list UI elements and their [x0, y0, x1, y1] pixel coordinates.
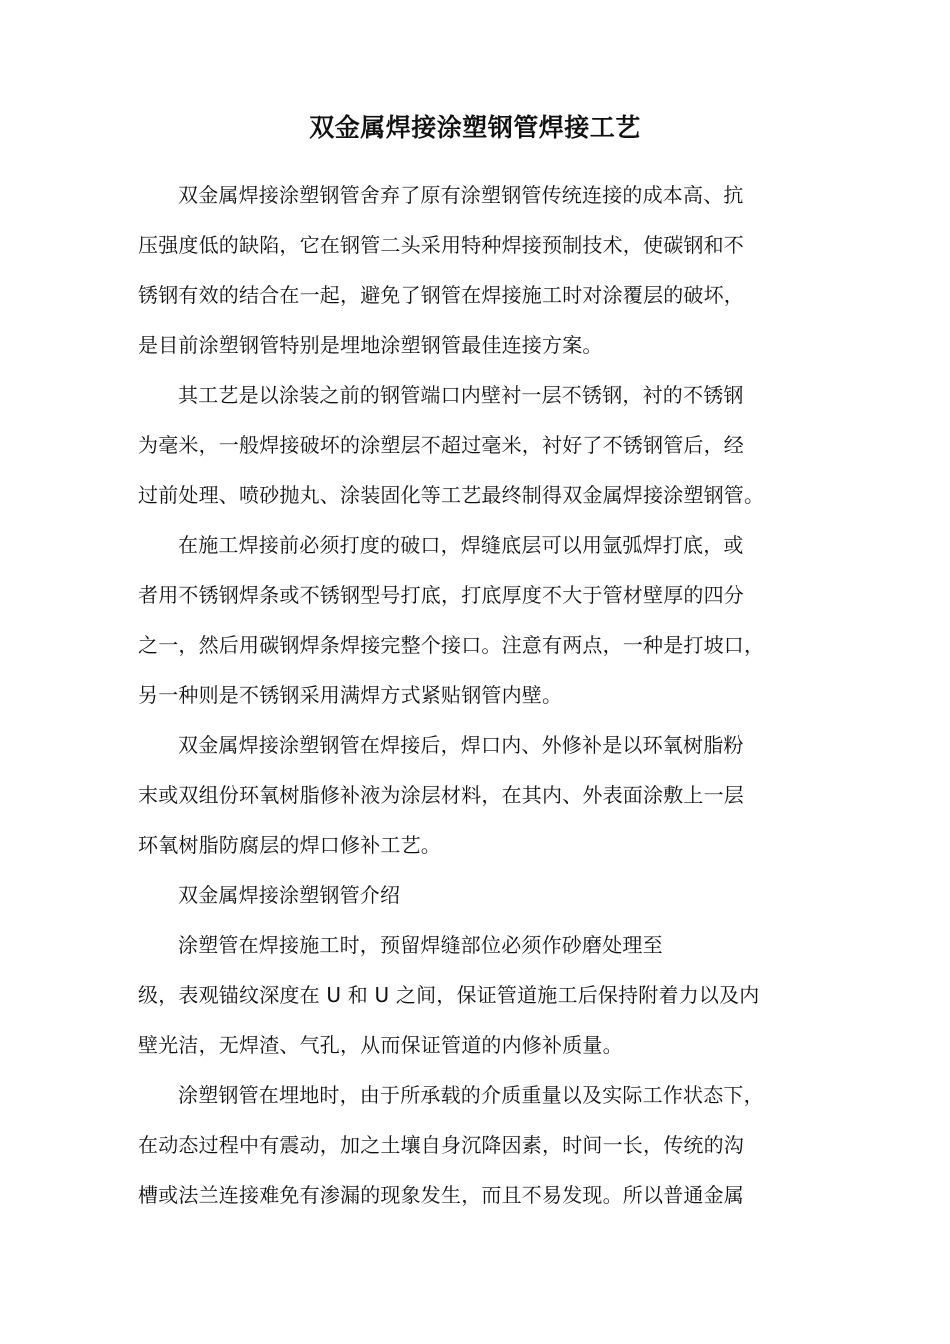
text-line: 环氧树脂防腐层的焊口修补工艺。	[138, 833, 441, 857]
text-line: 在动态过程中有震动，加之土壤自身沉降因素，时间一长，传统的沟	[138, 1133, 744, 1157]
paragraph-4	[138, 720, 824, 870]
text-line: 末或双组份环氧树脂修补液为涂层材料，在其内、外表面涂敷上一层	[138, 783, 744, 807]
text-line: 过前处理、喷砂抛丸、涂装固化等工艺最终制得双金属焊接涂塑钢管。	[138, 483, 765, 507]
text-line: 在施工焊接前必须打度的破口，焊缝底层可以用氩弧焊打底，或	[178, 533, 744, 557]
text-line: 双金属焊接涂塑钢管舍弃了原有涂塑钢管传统连接的成本高、抗	[178, 183, 744, 207]
document-title: 双金属焊接涂塑钢管焊接工艺	[309, 113, 641, 142]
paragraph-1	[138, 170, 824, 370]
section-heading	[138, 870, 824, 920]
paragraph-6	[138, 1070, 824, 1220]
text-line: 是目前涂塑钢管特别是埋地涂塑钢管最佳连接方案。	[138, 333, 603, 357]
document-body	[138, 170, 824, 1220]
text-line: 为毫米，一般焊接破坏的涂塑层不超过毫米，衬好了不锈钢管后，经	[138, 433, 744, 457]
text-line: 者用不锈钢焊条或不锈钢型号打底，打底厚度不大于管材壁厚的四分	[138, 583, 744, 607]
text-line: 壁光洁，无焊渣、气孔，从而保证管道的内修补质量。	[138, 1033, 623, 1057]
text-line: 其工艺是以涂装之前的钢管端口内壁衬一层不锈钢，衬的不锈钢	[178, 383, 744, 407]
text-line: 双金属焊接涂塑钢管在焊接后，焊口内、外修补是以环氧树脂粉	[178, 733, 744, 757]
text-line: 之一，然后用碳钢焊条焊接完整个接口。注意有两点，一种是打坡口，	[138, 633, 765, 657]
text-line: 涂塑钢管在埋地时，由于所承载的介质重量以及实际工作状态下，	[178, 1083, 764, 1107]
text-line: 双金属焊接涂塑钢管介绍	[178, 883, 401, 907]
paragraph-5	[138, 920, 824, 1070]
paragraph-3	[138, 520, 824, 720]
paragraph-2	[138, 370, 824, 520]
text-line: 涂塑管在焊接施工时，预留焊缝部位必须作砂磨处理至	[178, 933, 663, 957]
text-line: 另一种则是不锈钢采用满焊方式紧贴钢管内壁。	[138, 683, 563, 707]
text-line: 级，表观锚纹深度在 U 和 U 之间，保证管道施工后保持附着力以及内	[138, 983, 760, 1007]
text-line: 压强度低的缺陷，它在钢管二头采用特种焊接预制技术，使碳钢和不	[138, 233, 744, 257]
text-line: 锈钢有效的结合在一起，避免了钢管在焊接施工时对涂覆层的破坏，	[138, 283, 744, 307]
text-line: 槽或法兰连接难免有渗漏的现象发生，而且不易发现。所以普通金属	[138, 1183, 744, 1207]
